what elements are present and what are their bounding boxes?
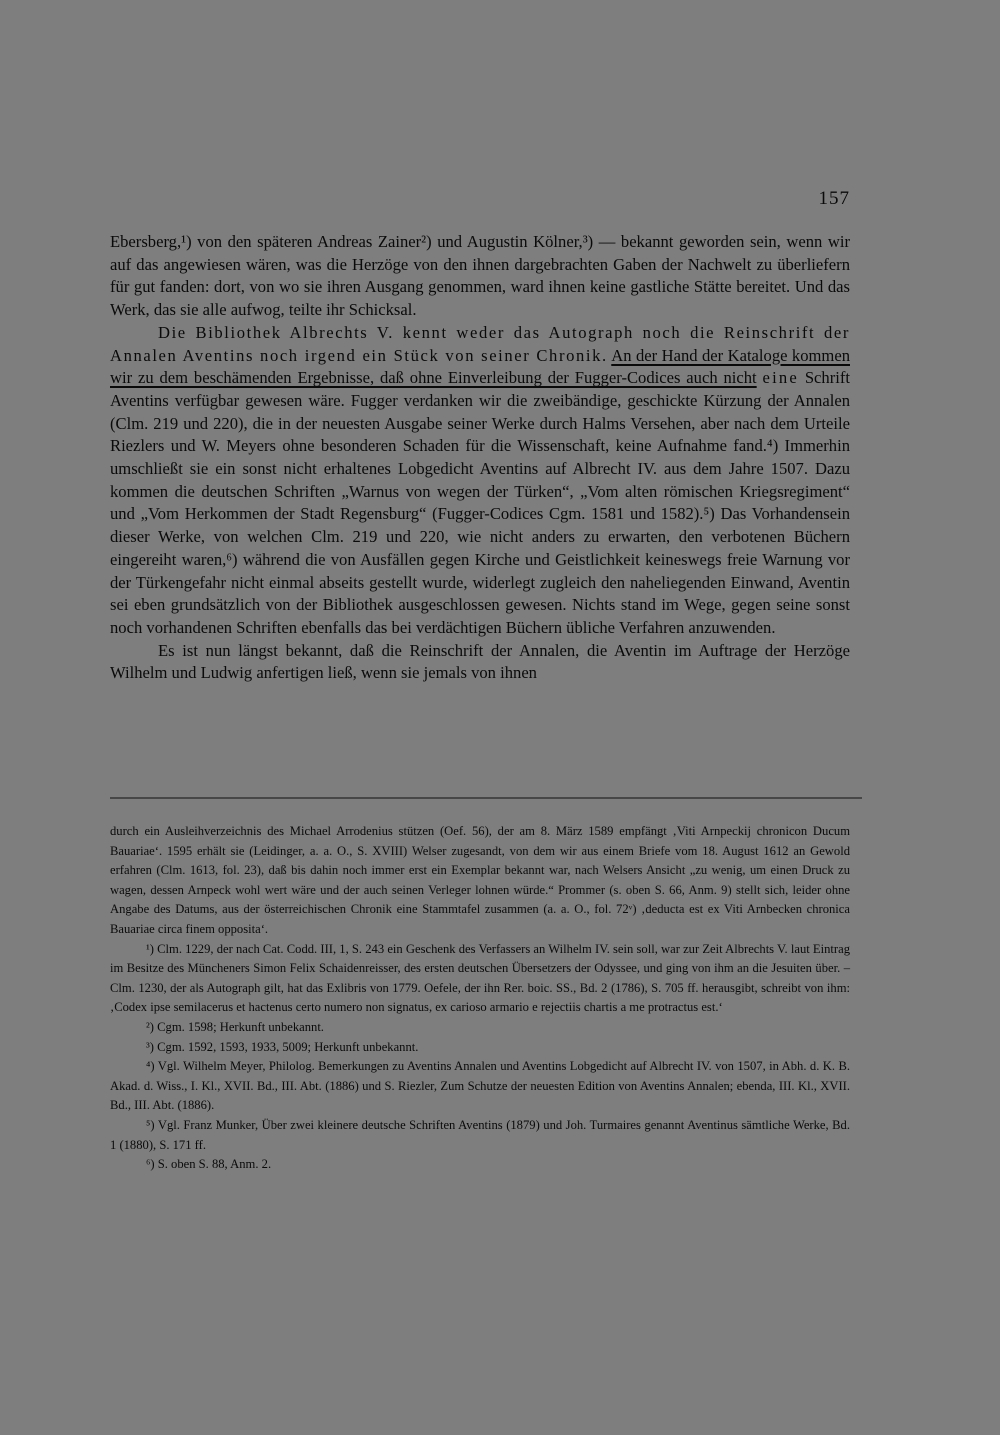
spaced-sentence: Die Bibliothek Albrechts V. kennt weder das Autograph noch die Reinschrift der Annalen Aventins noch irgend ein Stück von seiner Chronik. xyxy=(110,322,850,365)
footnote-continuation: durch ein Ausleihverzeichnis des Michael Arrodenius stützen (Oef. 56), der am 8. März 1589 empfängt ‚Viti Arnpeckij chronicon Ducum Bauariae‘. 1595 erhält sie (Leidinger, a. a. O., S. XVIII) Welser zugesandt, von dem wir aus einem Briefe vom 18. August 1612 an Gewold erfahren (Clm. 1613, fol. 23), daß bis dahin noch immer erst ein Exemplar bekannt war, nach Welsers Ansicht „zu wenig, um einen Druck zu wagen, dessen Arnpeck wohl wert wäre und der auch seinen Verleger lohnen würde.“ Prommer (s. oben S. 66, Anm. 9) stellt sich, leider ohne Angabe des Datums, aus der österreichischen Chronik eine Stammtafel zusammen (a. a. O., fol. 72ᵛ) ‚deducta est ex Viti Arnbecken chronica Bauariae circa finem opposita‘. xyxy=(110,824,850,936)
footnote-6: ⁶) S. oben S. 88, Anm. 2. xyxy=(146,1157,272,1172)
footnote-5: ⁵) Vgl. Franz Munker, Über zwei kleinere deutsche Schriften Aventins (1879) und Joh. Turmaires genannt Aventinus sämtliche Werke, Bd. 1 (1880), S. 171 ff. xyxy=(110,1117,850,1152)
paragraph-2 xyxy=(110,322,850,640)
paragraph-2-continuation: Schrift Aventins verfügbar gewesen wäre. Fugger verdanken wir die zweibändige, geschickte Kürzung der Annalen (Clm. 219 und 220), die in der neuesten Ausgabe seiner Werke durch Halms Versehen, aber nach dem Urteile Riezlers und W. Meyers ohne besonderen Schaden für die Wissenschaft, keine Aufnahme fand.⁴) Immerhin umschließt sie ein sonst nicht erhaltenes Lobgedicht Aventins auf Albrecht IV. aus dem Jahre 1507. Dazu kommen die deutschen Schriften „Warnus von wegen der Türken“, „Vom alten römischen Kriegsregiment“ und „Vom Herkommen der Stadt Regensburg“ (Fugger-Codices Cgm. 1581 und 1582).⁵) Das Vorhandensein dieser Werke, von welchen Clm. 219 und 220, wie nicht anders zu erwarten, den verbotenen Büchern eingereiht waren,⁶) während die von Ausfällen gegen Kirche und Geistlichkeit keineswegs freie Warnung vor der Türkengefahr nicht einmal abseits gestellt wurde, widerlegt zugleich den naheliegenden Einwand, Aventin sei eben grundsätzlich von der Bibliothek ausgeschlossen gewesen. Nichts stand im Wege, gegen seine sonst noch vorhandenen Schriften ebenfalls das bei verdächtigen Büchern übliche Verfahren anzuwenden. xyxy=(110,368,850,637)
page-number: 157 xyxy=(818,188,850,209)
footnote-separator xyxy=(110,797,862,799)
footnote-1: ¹) Clm. 1229, der nach Cat. Codd. III, 1, S. 243 ein Geschenk des Verfassers an Wilhelm IV. sein soll, war zur Zeit Albrechts V. laut Eintrag im Besitze des Müncheners Simon Felix Schaidenreisser, des ersten deutschen Übersetzers der Odyssee, und ging von ihm an die Jesuiten über. – Clm. 1230, der als Autograph gilt, hat das Exlibris von 1779. Oefele, der ihn Rer. boic. SS., Bd. 2 (1786), S. 705 ff. herausgibt, schreibt von ihm: ‚Codex ipse semilacerus et hactenus certo numero non signatus, ex carioso armario e rejectiis chartis a me protractus est.‘ xyxy=(110,941,850,1015)
emphasized-word: eine xyxy=(762,368,799,388)
footnote-2: ²) Cgm. 1598; Herkunft unbekannt. xyxy=(146,1019,324,1034)
main-body-text xyxy=(110,231,850,685)
underlined-passage: An der Hand der Kataloge kommen wir zu dem beschämenden Ergebnisse, daß ohne Einverleibung der Fugger-Codices auch nicht xyxy=(110,345,850,388)
footnote-3: ³) Cgm. 1592, 1593, 1933, 5009; Herkunft unbekannt. xyxy=(146,1039,419,1054)
paragraph-3: Es ist nun längst bekannt, daß die Reinschrift der Annalen, die Aventin im Auftrage der Herzöge Wilhelm und Ludwig anfertigen ließ, wenn sie jemals von ihnen xyxy=(110,640,850,683)
footnote-4: ⁴) Vgl. Wilhelm Meyer, Philolog. Bemerkungen zu Aventins Annalen und Aventins Lobgedicht auf Albrecht IV. von 1507, in Abh. d. K. B. Akad. d. Wiss., I. Kl., XVII. Bd., III. Abt. (1886) und S. Riezler, Zum Schutze der neuesten Edition von Aventins Annalen; ebenda, III. Kl., XVII. Bd., III. Abt. (1886). xyxy=(110,1059,850,1113)
paragraph-1: Ebersberg,¹) von den späteren Andreas Zainer²) und Augustin Kölner,³) — bekannt geworden sein, wenn wir auf das angewiesen wären, was die Herzöge von den ihnen dargebrachten Gaben der Nachwelt zu überliefern für gut fanden: dort, von wo sie ihren Ausgang genommen, ward ihnen keine gastliche Stätte bereitet. Und das Werk, das sie alle aufwog, teilte ihr Schicksal. xyxy=(110,232,850,320)
footnotes xyxy=(110,822,850,1175)
